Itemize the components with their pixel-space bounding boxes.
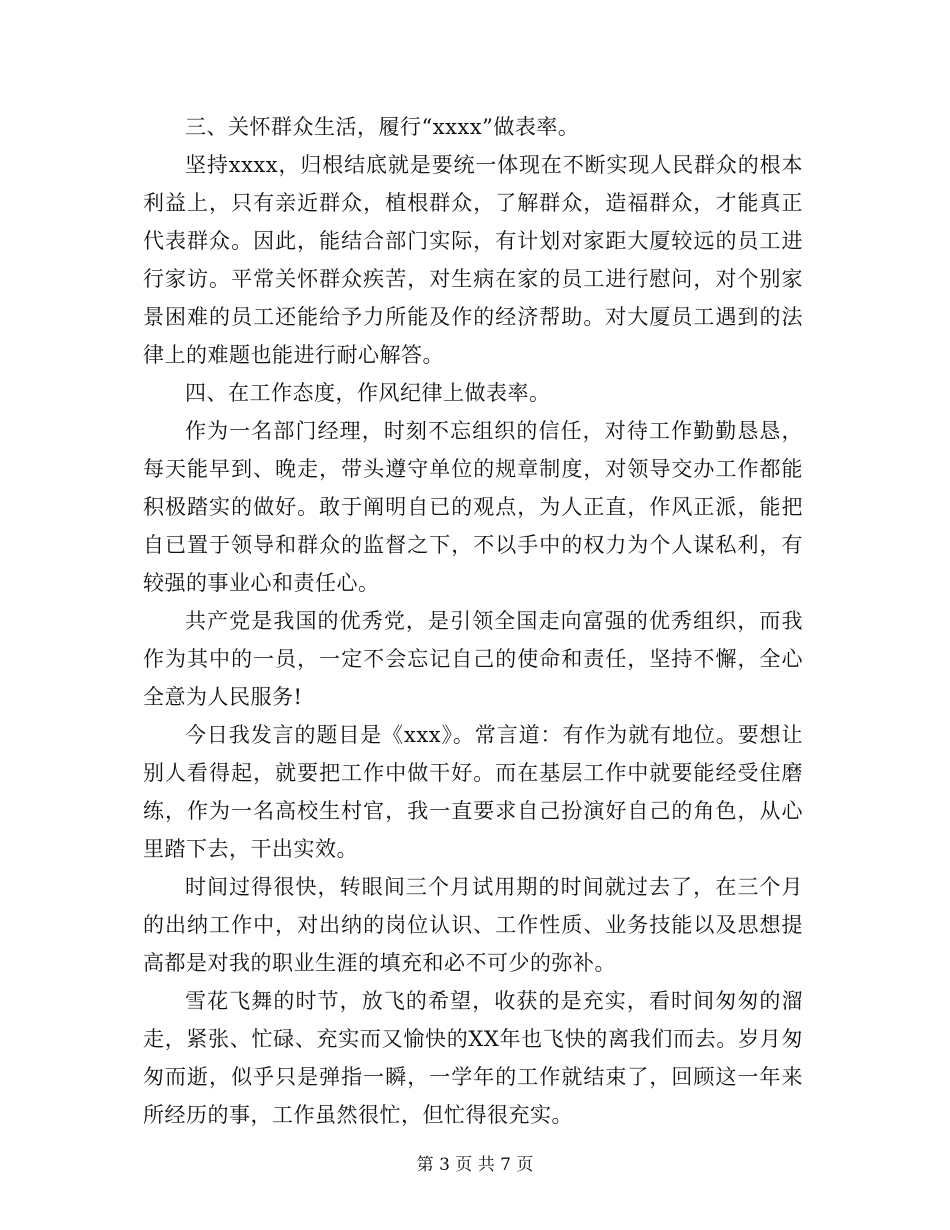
- page-number-footer: 第 3 页 共 7 页: [416, 1155, 534, 1175]
- paragraph: 作为一名部门经理，时刻不忘组织的信任，对待工作勤勤恳恳，每天能早到、晚走，带头遵守单位的规章制度，对领导交办工作都能积极踏实的做好。敢于阐明自已的观点，为人正直，作风正派，能把自已置于领导和群众的监督之下，不以手中的权力为个人谋私利，有较强的事业心和责任心。: [143, 419, 803, 595]
- document-body: [143, 108, 803, 1134]
- section-heading-4: 四、在工作态度，作风纪律上做表率。: [185, 381, 551, 405]
- paragraph: 雪花飞舞的时节，放飞的希望，收获的是充实，看时间匆匆的溜走，紧张、忙碌、充实而又愉快的XX年也飞快的离我们而去。岁月匆匆而逝，似乎只是弹指一瞬，一学年的工作就结束了，回顾这一年来所经历的事，工作虽然很忙，但忙得很充实。: [143, 989, 803, 1127]
- paragraph: 今日我发言的题目是《xxx》。常言道：有作为就有地位。要想让别人看得起，就要把工作中做干好。而在基层工作中就要能经受住磨练，作为一名高校生村官，我一直要求自己扮演好自己的角色，从心里踏下去，干出实效。: [143, 723, 803, 861]
- section-heading-3: 三、关怀群众生活，履行“xxxx”做表率。: [185, 115, 580, 139]
- paragraph: 坚持xxxx，归根结底就是要统一体现在不断实现人民群众的根本利益上，只有亲近群众，植根群众，了解群众，造福群众，才能真正代表群众。因此，能结合部门实际，有计划对家距大厦较远的员工进行家访。平常关怀群众疾苦，对生病在家的员工进行慰问，对个别家景困难的员工还能给予力所能及作的经济帮助。对大厦员工遇到的法律上的难题也能进行耐心解答。: [143, 153, 803, 367]
- paragraph: 共产党是我国的优秀党，是引领全国走向富强的优秀组织，而我作为其中的一员，一定不会忘记自己的使命和责任，坚持不懈，全心全意为人民服务!: [143, 609, 803, 709]
- paragraph: 时间过得很快，转眼间三个月试用期的时间就过去了，在三个月的出纳工作中，对出纳的岗位认识、工作性质、业务技能以及思想提高都是对我的职业生涯的填充和必不可少的弥补。: [143, 875, 803, 975]
